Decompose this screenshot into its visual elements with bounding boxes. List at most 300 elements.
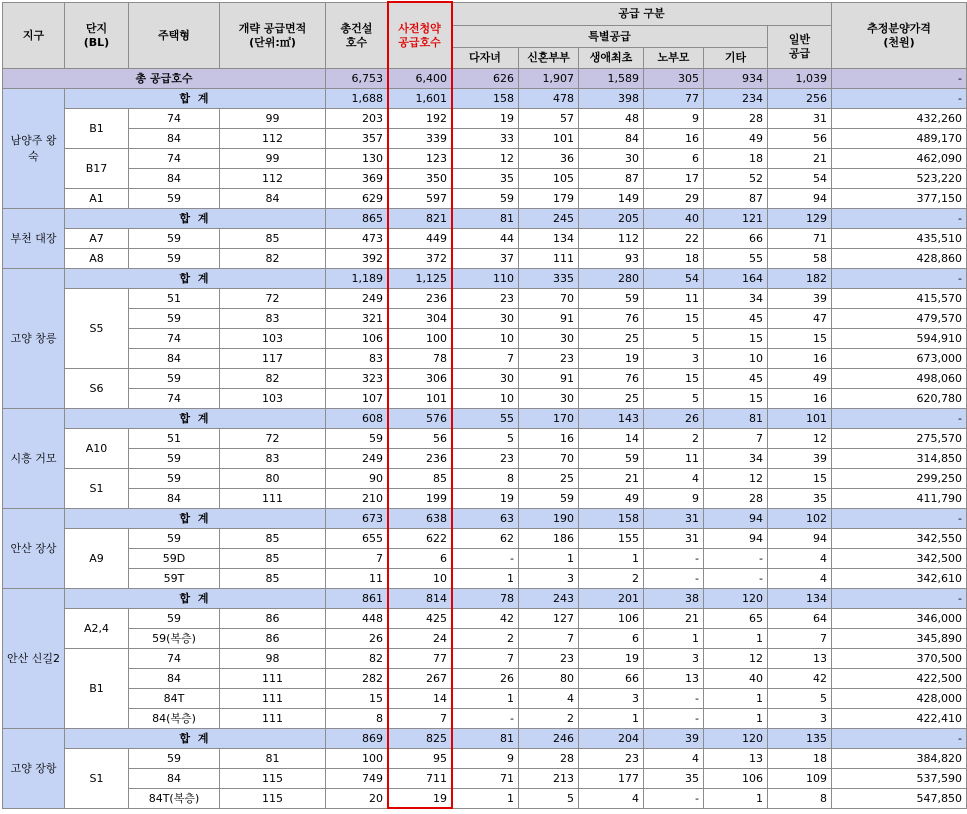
subtotal-cell: - (832, 409, 967, 429)
grand-total-cell: 6,753 (326, 69, 388, 89)
table-row (3, 469, 967, 489)
housing-type: 51 (129, 429, 220, 449)
housing-type: 74 (129, 389, 220, 409)
subtotal-cell: 143 (579, 409, 644, 429)
value-cell: 411,790 (832, 489, 967, 509)
value-cell: 473 (326, 229, 388, 249)
value-cell: 384,820 (832, 749, 967, 769)
value-cell: 33 (452, 129, 519, 149)
subtotal-row (3, 729, 967, 749)
supply-area: 86 (220, 629, 326, 649)
value-cell: 56 (388, 429, 452, 449)
header-supply-category: 공급 구분 (452, 3, 832, 26)
value-cell: 109 (768, 769, 832, 789)
housing-type: 59 (129, 529, 220, 549)
housing-type: 59(복층) (129, 629, 220, 649)
subtotal-cell: 638 (388, 509, 452, 529)
supply-area: 103 (220, 389, 326, 409)
subtotal-cell: 280 (579, 269, 644, 289)
value-cell: 11 (644, 449, 704, 469)
value-cell: 10 (452, 389, 519, 409)
header-other: 기타 (704, 48, 768, 69)
subtotal-cell: 81 (452, 209, 519, 229)
subtotal-label: 합 계 (65, 89, 326, 109)
housing-type: 59 (129, 469, 220, 489)
subtotal-cell: - (832, 209, 967, 229)
value-cell: 10 (704, 349, 768, 369)
value-cell: 19 (452, 109, 519, 129)
value-cell: - (452, 549, 519, 569)
district-name: 안산 장상 (3, 509, 65, 589)
value-cell: 428,860 (832, 249, 967, 269)
subtotal-cell: 182 (768, 269, 832, 289)
table-row (3, 649, 967, 669)
value-cell: 106 (579, 609, 644, 629)
value-cell: 479,570 (832, 309, 967, 329)
value-cell: 13 (644, 669, 704, 689)
value-cell: 70 (519, 449, 579, 469)
value-cell: 21 (644, 609, 704, 629)
subtotal-cell: 26 (644, 409, 704, 429)
table-row (3, 149, 967, 169)
value-cell: 1 (452, 689, 519, 709)
housing-type: 59 (129, 229, 220, 249)
value-cell: 19 (452, 489, 519, 509)
value-cell: 673,000 (832, 349, 967, 369)
subtotal-cell: 608 (326, 409, 388, 429)
value-cell: 106 (326, 329, 388, 349)
value-cell: 80 (519, 669, 579, 689)
subtotal-cell: 869 (326, 729, 388, 749)
value-cell: 435,510 (832, 229, 967, 249)
subtotal-cell: 164 (704, 269, 768, 289)
supply-area: 103 (220, 329, 326, 349)
table-row (3, 429, 967, 449)
value-cell: 7 (519, 629, 579, 649)
value-cell: 19 (579, 349, 644, 369)
block-name: A7 (65, 229, 129, 249)
subtotal-cell: 81 (704, 409, 768, 429)
value-cell: 12 (704, 649, 768, 669)
value-cell: 177 (579, 769, 644, 789)
value-cell: - (452, 709, 519, 729)
subtotal-cell: 38 (644, 589, 704, 609)
value-cell: 597 (388, 189, 452, 209)
value-cell: 304 (388, 309, 452, 329)
block-name: S1 (65, 469, 129, 509)
housing-type: 59D (129, 549, 220, 569)
value-cell: 28 (519, 749, 579, 769)
block-name: A1 (65, 189, 129, 209)
supply-area: 111 (220, 489, 326, 509)
value-cell: 498,060 (832, 369, 967, 389)
value-cell: 23 (519, 349, 579, 369)
value-cell: 47 (768, 309, 832, 329)
value-cell: 425 (388, 609, 452, 629)
housing-type: 59 (129, 449, 220, 469)
district-name: 부천 대장 (3, 209, 65, 269)
value-cell: 34 (704, 449, 768, 469)
value-cell: 31 (768, 109, 832, 129)
value-cell: 323 (326, 369, 388, 389)
value-cell: 85 (388, 469, 452, 489)
value-cell: 31 (644, 529, 704, 549)
district-name: 고양 창릉 (3, 269, 65, 409)
value-cell: 76 (579, 309, 644, 329)
value-cell: 345,890 (832, 629, 967, 649)
supply-area: 83 (220, 449, 326, 469)
table-row (3, 189, 967, 209)
subtotal-cell: 234 (704, 89, 768, 109)
value-cell: 1 (579, 709, 644, 729)
value-cell: 749 (326, 769, 388, 789)
supply-area: 112 (220, 129, 326, 149)
subtotal-cell: 1,189 (326, 269, 388, 289)
housing-type: 84T(복층) (129, 789, 220, 809)
table-row (3, 449, 967, 469)
value-cell: 84 (579, 129, 644, 149)
value-cell: 370,500 (832, 649, 967, 669)
grand-total-cell: 1,039 (768, 69, 832, 89)
subtotal-label: 합 계 (65, 589, 326, 609)
value-cell: 49 (704, 129, 768, 149)
value-cell: 18 (768, 749, 832, 769)
value-cell: 620,780 (832, 389, 967, 409)
subtotal-cell: 94 (704, 509, 768, 529)
subtotal-cell: 821 (388, 209, 452, 229)
value-cell: 91 (519, 369, 579, 389)
table-row (3, 389, 967, 409)
district-name: 고양 장항 (3, 729, 65, 809)
value-cell: 16 (768, 389, 832, 409)
value-cell: 70 (519, 289, 579, 309)
value-cell: 93 (579, 249, 644, 269)
value-cell: 1 (704, 629, 768, 649)
subtotal-row (3, 89, 967, 109)
value-cell: 449 (388, 229, 452, 249)
subtotal-cell: 335 (519, 269, 579, 289)
supply-area: 99 (220, 149, 326, 169)
grand-total-label: 총 공급호수 (3, 69, 326, 89)
value-cell: 622 (388, 529, 452, 549)
subtotal-row (3, 589, 967, 609)
supply-area: 85 (220, 529, 326, 549)
value-cell: 2 (519, 709, 579, 729)
value-cell: 192 (388, 109, 452, 129)
value-cell: 432,260 (832, 109, 967, 129)
subtotal-cell: 158 (579, 509, 644, 529)
value-cell: 210 (326, 489, 388, 509)
value-cell: 19 (388, 789, 452, 809)
table-row (3, 669, 967, 689)
housing-type: 74 (129, 649, 220, 669)
subtotal-cell: 170 (519, 409, 579, 429)
value-cell: 236 (388, 289, 452, 309)
value-cell: 179 (519, 189, 579, 209)
table-row (3, 369, 967, 389)
block-name: A9 (65, 529, 129, 589)
district-name: 안산 신길2 (3, 589, 65, 729)
subtotal-cell: 101 (768, 409, 832, 429)
value-cell: 15 (704, 329, 768, 349)
block-name: A8 (65, 249, 129, 269)
value-cell: 48 (579, 109, 644, 129)
value-cell: 15 (644, 309, 704, 329)
value-cell: 5 (768, 689, 832, 709)
value-cell: 3 (768, 709, 832, 729)
value-cell: 82 (326, 649, 388, 669)
subtotal-cell: 134 (768, 589, 832, 609)
housing-type: 59 (129, 249, 220, 269)
value-cell: 45 (704, 369, 768, 389)
value-cell: 100 (388, 329, 452, 349)
value-cell: 30 (579, 149, 644, 169)
supply-area: 86 (220, 609, 326, 629)
value-cell: 78 (388, 349, 452, 369)
subtotal-label: 합 계 (65, 409, 326, 429)
value-cell: 7 (388, 709, 452, 729)
value-cell: 107 (326, 389, 388, 409)
value-cell: 7 (704, 429, 768, 449)
value-cell: 357 (326, 129, 388, 149)
supply-area: 83 (220, 309, 326, 329)
subtotal-cell: 201 (579, 589, 644, 609)
value-cell: 523,220 (832, 169, 967, 189)
value-cell: 25 (579, 389, 644, 409)
value-cell: 547,850 (832, 789, 967, 809)
subtotal-cell: 256 (768, 89, 832, 109)
grand-total-cell: - (832, 69, 967, 89)
supply-area: 85 (220, 229, 326, 249)
value-cell: 35 (452, 169, 519, 189)
value-cell: 15 (704, 389, 768, 409)
value-cell: 149 (579, 189, 644, 209)
header-district: 지구 (3, 3, 65, 69)
value-cell: 339 (388, 129, 452, 149)
value-cell: 95 (388, 749, 452, 769)
value-cell: 4 (768, 549, 832, 569)
subtotal-cell: 81 (452, 729, 519, 749)
value-cell: 3 (519, 569, 579, 589)
value-cell: 101 (519, 129, 579, 149)
header-first-time: 생애최초 (579, 48, 644, 69)
grand-total-cell: 1,589 (579, 69, 644, 89)
value-cell: 7 (768, 629, 832, 649)
subtotal-cell: 135 (768, 729, 832, 749)
supply-area: 80 (220, 469, 326, 489)
supply-area: 84 (220, 189, 326, 209)
supply-area: 111 (220, 689, 326, 709)
supply-area: 72 (220, 289, 326, 309)
subtotal-cell: 865 (326, 209, 388, 229)
subtotal-row (3, 209, 967, 229)
grand-total-row (3, 69, 967, 89)
value-cell: 1 (452, 789, 519, 809)
value-cell: 30 (519, 329, 579, 349)
value-cell: 8 (326, 709, 388, 729)
value-cell: 52 (704, 169, 768, 189)
supply-area: 111 (220, 709, 326, 729)
value-cell: 59 (519, 489, 579, 509)
table-row (3, 769, 967, 789)
subtotal-cell: 814 (388, 589, 452, 609)
value-cell: 448 (326, 609, 388, 629)
value-cell: 94 (768, 189, 832, 209)
subtotal-cell: - (832, 269, 967, 289)
value-cell: 16 (768, 349, 832, 369)
value-cell: 9 (644, 489, 704, 509)
table-header (3, 3, 967, 69)
supply-area: 98 (220, 649, 326, 669)
value-cell: 112 (579, 229, 644, 249)
supply-area: 82 (220, 369, 326, 389)
supply-area: 111 (220, 669, 326, 689)
grand-total-cell: 934 (704, 69, 768, 89)
subtotal-label: 합 계 (65, 269, 326, 289)
value-cell: - (704, 549, 768, 569)
table-body (3, 69, 967, 809)
value-cell: 58 (768, 249, 832, 269)
value-cell: 1 (704, 689, 768, 709)
table-row (3, 549, 967, 569)
value-cell: 26 (326, 629, 388, 649)
value-cell: 422,410 (832, 709, 967, 729)
value-cell: 94 (768, 529, 832, 549)
value-cell: 4 (519, 689, 579, 709)
table-row (3, 709, 967, 729)
value-cell: 5 (452, 429, 519, 449)
value-cell: 10 (452, 329, 519, 349)
table-row (3, 629, 967, 649)
value-cell: 155 (579, 529, 644, 549)
subtotal-cell: 63 (452, 509, 519, 529)
value-cell: 1 (644, 629, 704, 649)
subtotal-cell: - (832, 589, 967, 609)
subtotal-cell: 576 (388, 409, 452, 429)
value-cell: 62 (452, 529, 519, 549)
value-cell: 15 (644, 369, 704, 389)
subtotal-cell: 54 (644, 269, 704, 289)
table-row (3, 689, 967, 709)
value-cell: 56 (768, 129, 832, 149)
housing-type: 74 (129, 109, 220, 129)
supply-area: 115 (220, 789, 326, 809)
value-cell: 1 (452, 569, 519, 589)
value-cell: 90 (326, 469, 388, 489)
header-type: 주택형 (129, 3, 220, 69)
value-cell: 342,610 (832, 569, 967, 589)
value-cell: 3 (579, 689, 644, 709)
housing-type: 59T (129, 569, 220, 589)
subtotal-cell: - (832, 729, 967, 749)
value-cell: 346,000 (832, 609, 967, 629)
supply-area: 85 (220, 569, 326, 589)
block-name: B1 (65, 109, 129, 149)
value-cell: 94 (704, 529, 768, 549)
subtotal-cell: 120 (704, 589, 768, 609)
supply-table (2, 2, 967, 809)
block-name: B1 (65, 649, 129, 729)
header-pre-subscription: 사전청약 공급호수 (388, 3, 452, 69)
table-row (3, 489, 967, 509)
housing-type: 59 (129, 309, 220, 329)
value-cell: 13 (768, 649, 832, 669)
value-cell: 57 (519, 109, 579, 129)
table-row (3, 129, 967, 149)
value-cell: 26 (452, 669, 519, 689)
value-cell: 83 (326, 349, 388, 369)
value-cell: 76 (579, 369, 644, 389)
subtotal-row (3, 269, 967, 289)
value-cell: 372 (388, 249, 452, 269)
value-cell: 199 (388, 489, 452, 509)
value-cell: 12 (704, 469, 768, 489)
value-cell: 12 (452, 149, 519, 169)
value-cell: 64 (768, 609, 832, 629)
value-cell: 59 (579, 289, 644, 309)
subtotal-cell: - (832, 89, 967, 109)
value-cell: 28 (704, 489, 768, 509)
subtotal-cell: 110 (452, 269, 519, 289)
value-cell: 1 (519, 549, 579, 569)
subtotal-cell: 31 (644, 509, 704, 529)
table-row (3, 529, 967, 549)
subtotal-cell: 1,125 (388, 269, 452, 289)
value-cell: 11 (644, 289, 704, 309)
subtotal-cell: 77 (644, 89, 704, 109)
housing-type: 51 (129, 289, 220, 309)
subtotal-cell: 825 (388, 729, 452, 749)
value-cell: 101 (388, 389, 452, 409)
housing-type: 59 (129, 749, 220, 769)
header-estimated-price: 추정분양가격 (천원) (832, 3, 967, 69)
value-cell: 34 (704, 289, 768, 309)
value-cell: 3 (644, 649, 704, 669)
value-cell: 23 (519, 649, 579, 669)
supply-area: 82 (220, 249, 326, 269)
value-cell: 2 (579, 569, 644, 589)
housing-type: 84 (129, 669, 220, 689)
value-cell: 203 (326, 109, 388, 129)
block-name: A2,4 (65, 609, 129, 649)
value-cell: 106 (704, 769, 768, 789)
subtotal-cell: 204 (579, 729, 644, 749)
value-cell: 17 (644, 169, 704, 189)
value-cell: 36 (519, 149, 579, 169)
value-cell: 39 (768, 449, 832, 469)
housing-type: 59 (129, 369, 220, 389)
housing-type: 84T (129, 689, 220, 709)
value-cell: 299,250 (832, 469, 967, 489)
value-cell: 1 (704, 789, 768, 809)
subtotal-cell: 121 (704, 209, 768, 229)
header-multi-child: 다자녀 (452, 48, 519, 69)
value-cell: 415,570 (832, 289, 967, 309)
subtotal-label: 합 계 (65, 509, 326, 529)
supply-area: 117 (220, 349, 326, 369)
supply-area: 112 (220, 169, 326, 189)
value-cell: 44 (452, 229, 519, 249)
value-cell: 30 (519, 389, 579, 409)
value-cell: 25 (579, 329, 644, 349)
value-cell: 9 (452, 749, 519, 769)
table-row (3, 309, 967, 329)
table-row (3, 169, 967, 189)
value-cell: 49 (768, 369, 832, 389)
value-cell: 236 (388, 449, 452, 469)
value-cell: 392 (326, 249, 388, 269)
subtotal-cell: 1,688 (326, 89, 388, 109)
